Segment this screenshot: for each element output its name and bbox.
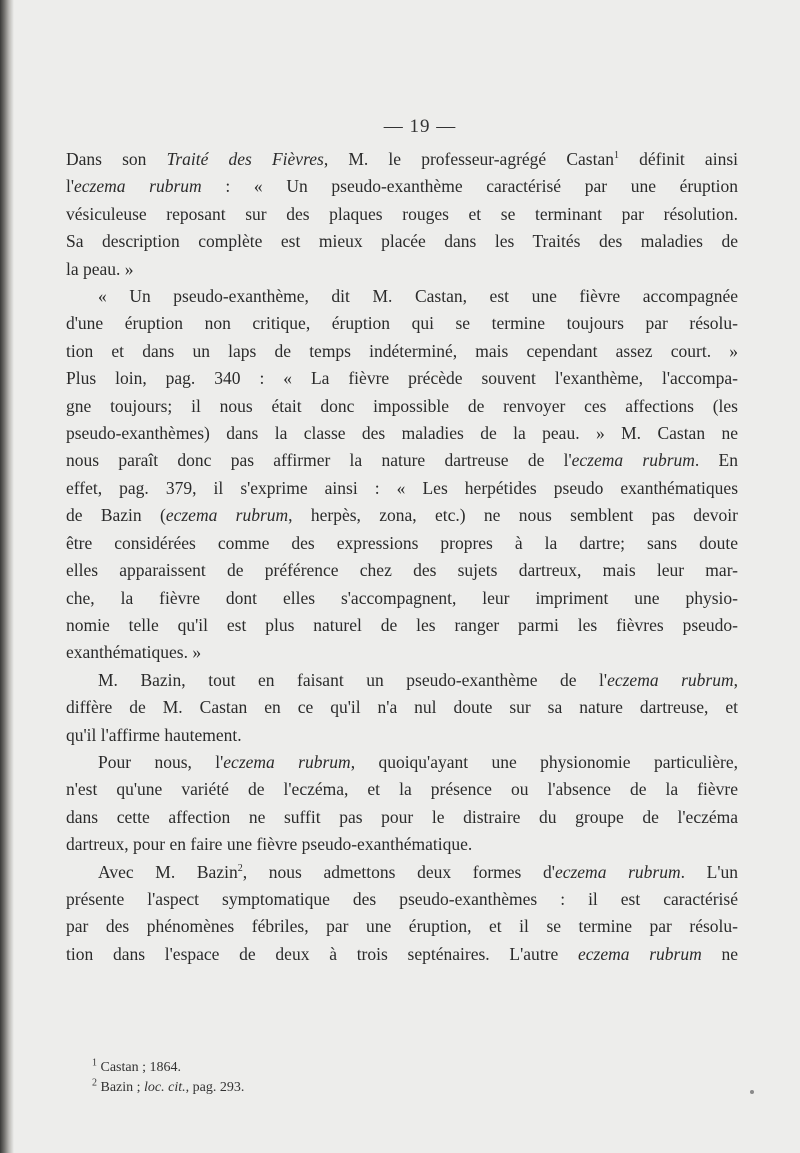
text-line: exanthématiques. » xyxy=(66,642,202,663)
page-header xyxy=(0,116,800,138)
text-line: de Bazin (eczema rubrum, herpès, zona, etc.) ne nous semblent pas devoir xyxy=(66,505,738,526)
text-line: l'eczema rubrum : « Un pseudo-exanthème caractérisé par une éruption xyxy=(66,176,738,197)
footnotes xyxy=(92,1058,692,1098)
text-line: elles apparaissent de préférence chez des sujets dartreux, mais leur mar- xyxy=(66,560,738,581)
text-line: gne toujours; il nous était donc impossible de renvoyer ces affections (les xyxy=(66,395,738,416)
text-line: nomie telle qu'il est plus naturel de les ranger parmi les fièvres pseudo- xyxy=(66,614,738,635)
text-line: Pour nous, l'eczema rubrum, quoiqu'ayant une physionomie particulière, xyxy=(98,751,738,772)
text-line: la peau. » xyxy=(66,258,134,279)
text-line: n'est qu'une variété de l'eczéma, et la présence ou l'absence de la fièvre xyxy=(66,779,738,800)
footnote: $^2$ Bazin ; loc. cit., pag. 293. xyxy=(92,1077,245,1095)
text-line: nous paraît donc pas affirmer la nature dartreuse de l'eczema rubrum. En xyxy=(66,450,738,471)
text-line: qu'il l'affirme hautement. xyxy=(66,724,242,745)
text-line: tion dans l'espace de deux à trois septénaires. L'autre eczema rubrum ne xyxy=(66,943,738,964)
text-line: Dans son Traité des Fièvres, M. le professeur-agrégé Castan$^1$ définit ainsi xyxy=(66,149,738,169)
text-line: être considérées comme des expressions propres à la dartre; sans doute xyxy=(66,532,738,553)
text-line: effet, pag. 379, il s'exprime ainsi : « Les herpétides pseudo exanthématiques xyxy=(66,477,738,498)
text-line: che, la fièvre dont elles s'accompagnent, leur impriment une physio- xyxy=(66,587,738,608)
text-line: dans cette affection ne suffit pas pour le distraire du groupe de l'eczéma xyxy=(66,806,738,827)
text-line: Avec M. Bazin$^2$, nous admettons deux formes d'eczema rubrum. L'un xyxy=(98,861,739,882)
footnote: $^1$ Castan ; 1864. xyxy=(92,1057,181,1075)
text-line: vésiculeuse reposant sur des plaques rouges et se terminant par résolution. xyxy=(66,203,738,224)
text-line: d'une éruption non critique, éruption qui se termine toujours par résolu- xyxy=(66,313,738,334)
page-number: — 19 — xyxy=(383,116,457,137)
text-line: Plus loin, pag. 340 : « La fièvre précède souvent l'exanthème, l'accompa- xyxy=(66,368,738,389)
text-line: par des phénomènes fébriles, par une éruption, et il se termine par résolu- xyxy=(66,916,738,937)
page-binding-edge xyxy=(0,0,14,1153)
text-line: dartreux, pour en faire une fièvre pseudo-exanthématique. xyxy=(66,834,473,855)
text-line: tion et dans un laps de temps indéterminé, mais cependant assez court. » xyxy=(66,340,738,361)
text-line: diffère de M. Castan en ce qu'il n'a nul doute sur sa nature dartreuse, et xyxy=(66,697,738,718)
paper-speck xyxy=(750,1090,754,1094)
text-line: Sa description complète est mieux placée dans les Traités des maladies de xyxy=(66,231,738,252)
text-line: M. Bazin, tout en faisant un pseudo-exanthème de l'eczema rubrum, xyxy=(98,669,739,690)
text-line: pseudo-exanthèmes) dans la classe des maladies de la peau. » M. Castan ne xyxy=(66,423,738,444)
body-text xyxy=(66,146,738,968)
text-line: présente l'aspect symptomatique des pseudo-exanthèmes : il est caractérisé xyxy=(66,888,738,909)
text-line: « Un pseudo-exanthème, dit M. Castan, est une fièvre accompagnée xyxy=(98,286,738,307)
